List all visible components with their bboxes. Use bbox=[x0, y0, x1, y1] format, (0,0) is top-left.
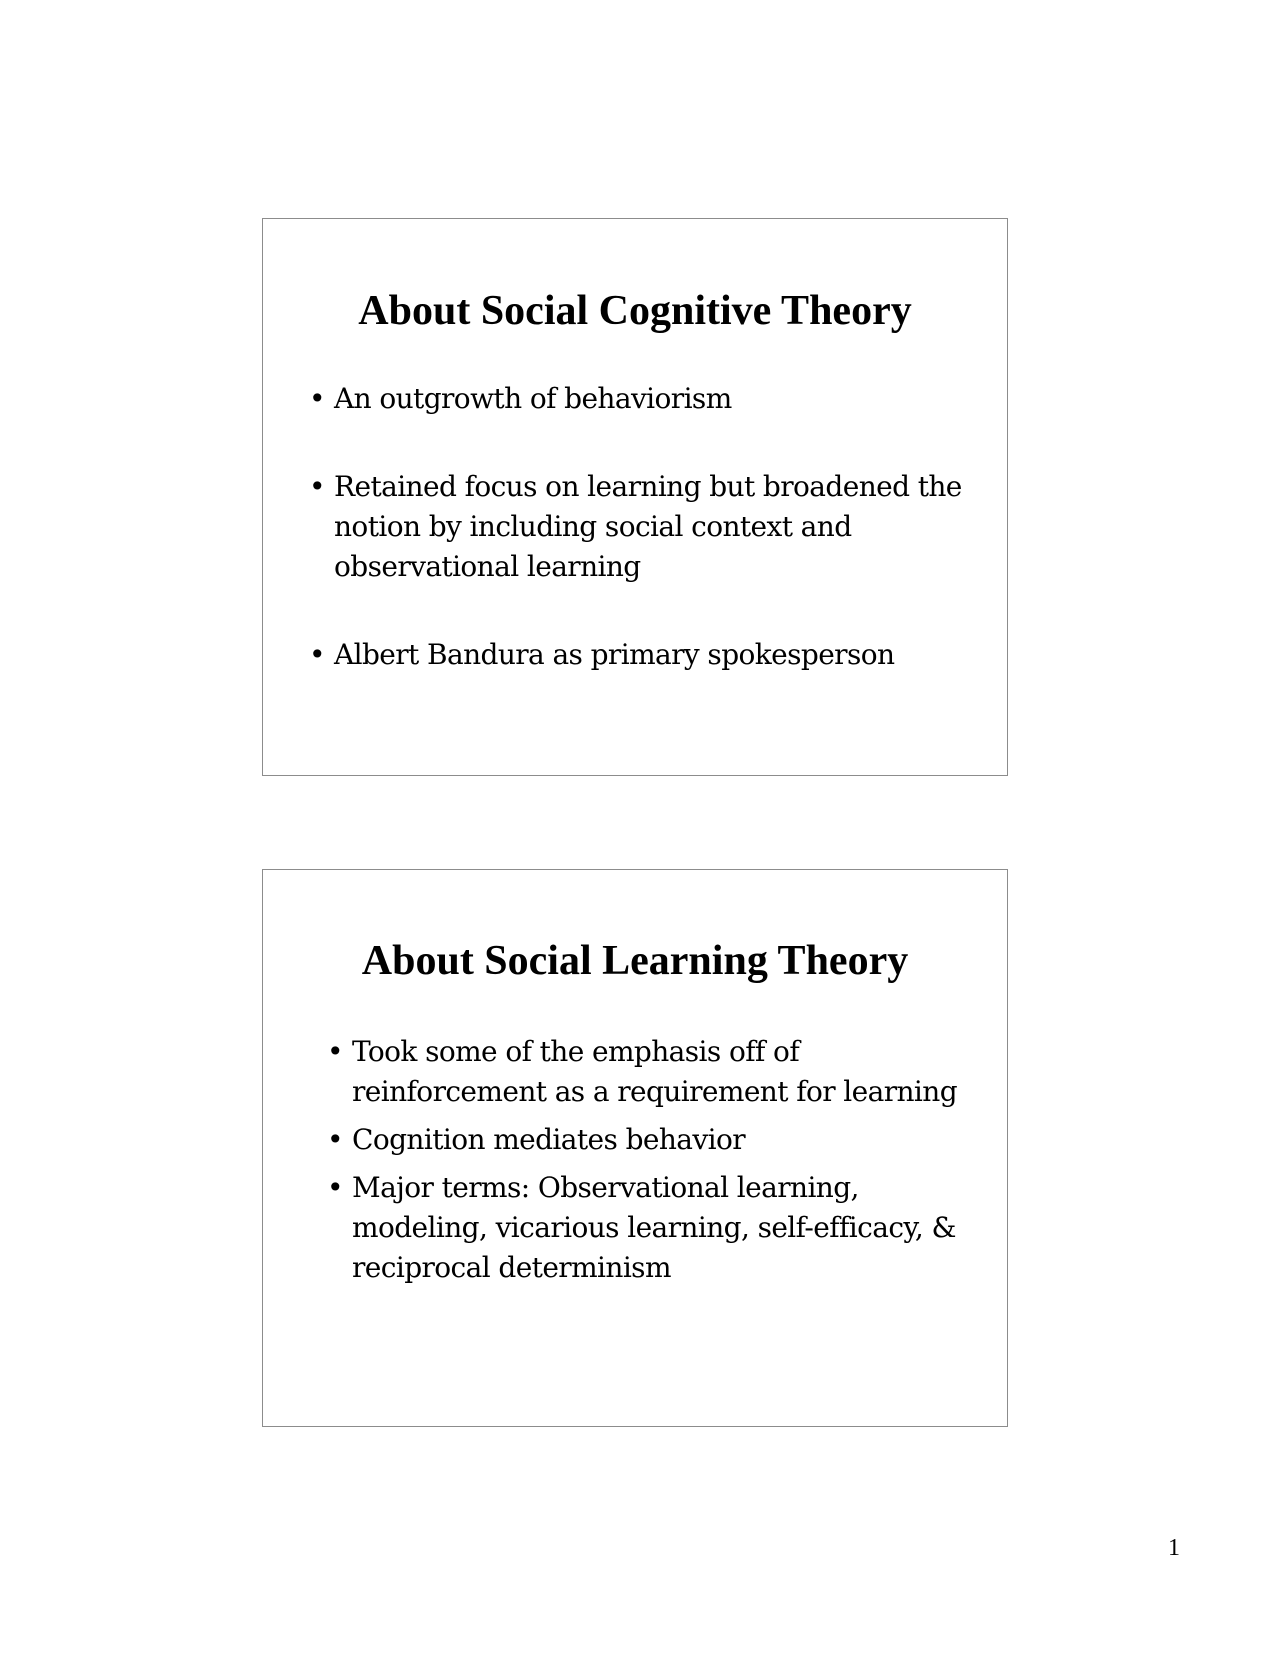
bullet-text: Major terms: Observational learning, modeling, vicarious learning, self-efficacy, & reciprocal determinism bbox=[352, 1171, 956, 1284]
bullet-item bbox=[327, 1168, 967, 1288]
bullet-dot-icon: • bbox=[327, 1035, 343, 1068]
bullet-item bbox=[309, 467, 999, 587]
bullet-dot-icon: • bbox=[327, 1123, 343, 1156]
slide-title: About Social Learning Theory bbox=[361, 938, 909, 984]
bullet-item bbox=[309, 635, 999, 675]
bullet-dot-icon: • bbox=[327, 1171, 343, 1204]
bullet-text: Cognition mediates behavior bbox=[352, 1123, 746, 1156]
bullet-item bbox=[327, 1032, 967, 1112]
bullet-item bbox=[327, 1120, 967, 1160]
slide-social-cognitive-theory bbox=[262, 218, 1008, 776]
bullet-dot-icon: • bbox=[309, 470, 325, 503]
bullet-text: An outgrowth of behaviorism bbox=[334, 382, 732, 415]
bullet-text: Albert Bandura as primary spokesperson bbox=[334, 638, 895, 671]
bullet-dot-icon: • bbox=[309, 382, 325, 415]
page-number: 1 bbox=[1168, 1535, 1180, 1561]
slide-social-learning-theory bbox=[262, 869, 1008, 1427]
bullet-list bbox=[327, 1032, 967, 1288]
slide-title: About Social Cognitive Theory bbox=[358, 288, 912, 334]
bullet-text: Retained focus on learning but broadened the notion by including social context and observational learning bbox=[334, 470, 962, 583]
bullet-text: Took some of the emphasis off of reinforcement as a requirement for learning bbox=[352, 1035, 958, 1108]
bullet-dot-icon: • bbox=[309, 638, 325, 671]
bullet-item bbox=[309, 379, 999, 419]
bullet-list bbox=[309, 379, 999, 675]
